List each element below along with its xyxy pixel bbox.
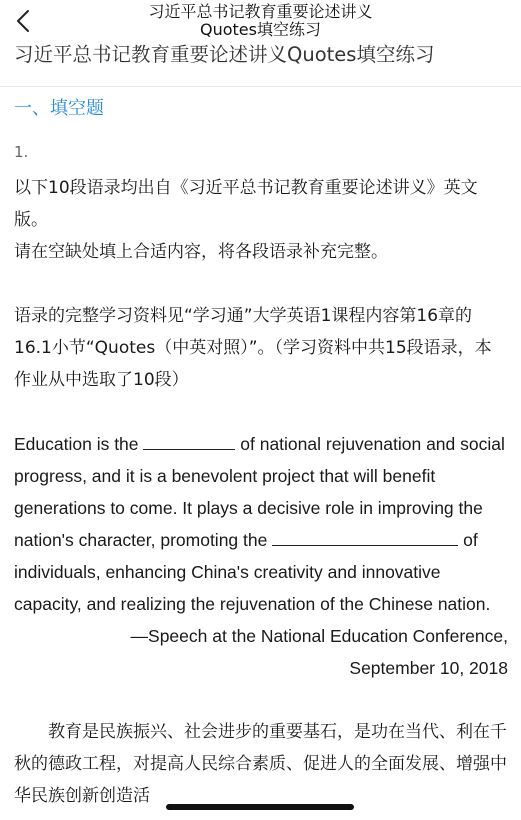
blank-field-1[interactable] (143, 433, 235, 450)
question-intro-line2: 请在空缺处填上合适内容，将各段语录补充完整。 (14, 242, 388, 262)
back-button[interactable] (10, 6, 40, 36)
chevron-left-icon[interactable] (10, 6, 40, 36)
home-indicator[interactable] (166, 804, 354, 810)
spacer (14, 684, 508, 716)
quote-attribution-line2: September 10, 2018 (349, 658, 508, 678)
section-heading: 一、填空题 (14, 98, 104, 119)
quote-text-part1: Education is the (14, 434, 144, 454)
quote-attribution-line1: —Speech at the National Education Conference, (130, 626, 508, 646)
quote-text-part2: of national rejuvenation and social progress, and it is a benevolent project that will benefit generations to come. It plays a decisive role in improving the nation's character, promoting the (14, 434, 505, 550)
resource-note: 语录的完整学习资料见“学习通”大学英语1课程内容第16章的16.1小节“Quotes（中英对照）”。（学习资料中共15段语录，本作业从中选取了10段） (14, 306, 492, 390)
page-title: 习近平总书记教育重要论述讲义Quotes填空练习 (14, 43, 435, 66)
quote-english (14, 428, 508, 620)
quote-chinese: 教育是民族振兴、社会进步的重要基石，是功在当代、利在千秋的德政工程，对提高人民综合素质、促进人的全面发展、增强中华民族创新创造活 (14, 722, 507, 806)
question-intro-line1: 以下10段语录均出自《习近平总书记教育重要论述讲义》英文版。 (14, 178, 478, 230)
nav-title-line1: 习近平总书记教育重要论述讲义 (148, 2, 373, 21)
blank-field-2[interactable] (272, 529, 458, 546)
question-number: 1. (14, 143, 29, 161)
spacer (14, 268, 508, 300)
nav-title-line2: Quotes填空练习 (200, 20, 321, 39)
navigation-bar (0, 0, 521, 42)
spacer (14, 396, 508, 428)
quote-text-part3: of individuals, enhancing China's creativity and innovative capacity, and realizing the rejuvenation of the Chinese nation. (14, 530, 491, 614)
divider (0, 86, 521, 87)
question-content (14, 140, 508, 812)
nav-title (70, 3, 451, 39)
